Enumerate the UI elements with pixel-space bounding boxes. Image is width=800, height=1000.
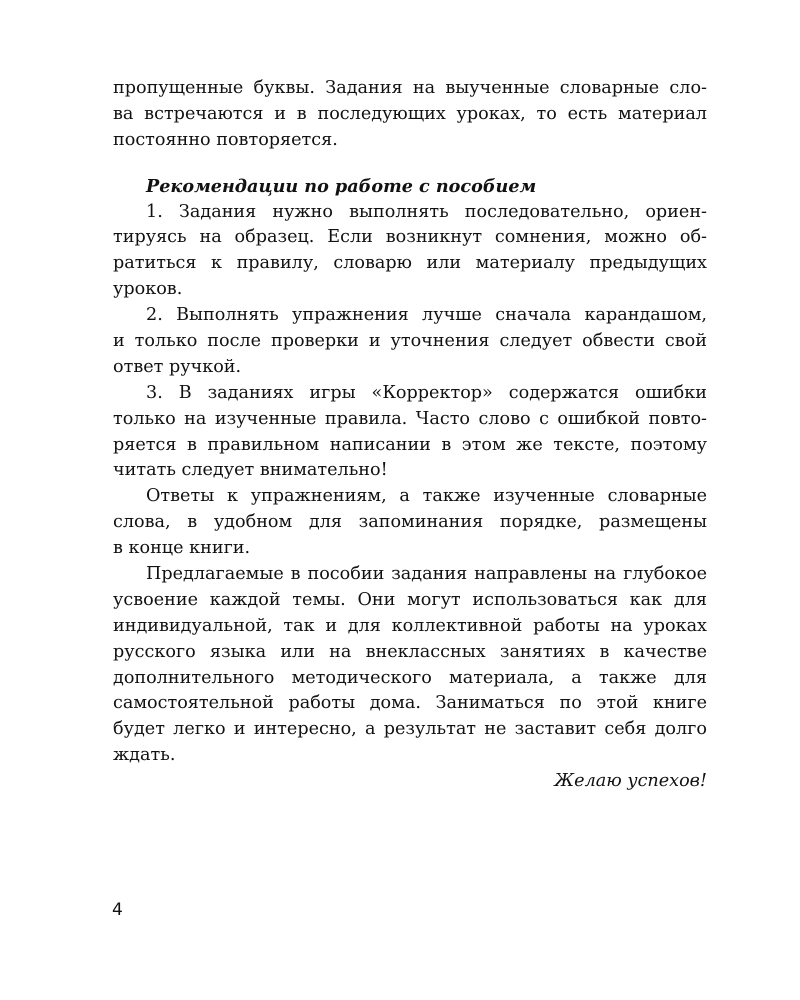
text-line: русского языка или на внеклассных занятиях в качестве	[113, 641, 707, 662]
text-line: постоянно повторяется.	[113, 129, 338, 150]
text-line: 3. В заданиях игры «Корректор» содержатся ошибки	[146, 382, 707, 403]
text-line: Предлагаемые в пособии задания направлены на глубокое	[146, 564, 707, 585]
text-line: только на изученные правила. Часто слово с ошибкой повто-	[113, 408, 707, 429]
text-line: слова, в удобном для запоминания порядке, размещены	[113, 512, 707, 533]
text-line: дополнительного методического материала, а также для	[113, 667, 707, 688]
text-line: 1. Задания нужно выполнять последовательно, ориен-	[146, 201, 707, 222]
text-line: ва встречаются и в последующих уроках, то есть материал	[113, 103, 707, 124]
paragraph-purpose	[113, 562, 707, 769]
text-line: ряется в правильном написании в этом же тексте, поэтому	[113, 434, 707, 455]
paragraph-3	[113, 381, 707, 485]
text-line: тируясь на образец. Если возникнут сомнения, можно об-	[113, 227, 707, 248]
section-heading: Рекомендации по работе с пособием	[146, 175, 537, 197]
page-number: 4	[112, 900, 123, 920]
text-line: читать следует внимательно!	[113, 460, 388, 481]
text-line: будет легко и интересно, а результат не заставит себя долго	[113, 719, 707, 740]
text-line: и только после проверки и уточнения следует обвести свой	[113, 331, 707, 352]
paragraph-2	[113, 303, 707, 381]
paragraph-answers	[113, 484, 707, 562]
intro-paragraph	[113, 76, 707, 154]
text-line: индивидуальной, так и для коллективной работы на уроках	[113, 615, 707, 636]
text-line: 2. Выполнять упражнения лучше сначала карандашом,	[146, 305, 707, 326]
paragraph-1	[113, 200, 707, 304]
text-line: самостоятельной работы дома. Заниматься по этой книге	[113, 693, 707, 714]
text-line: ответ ручкой.	[113, 356, 242, 377]
closing-signature: Желаю успехов!	[554, 771, 707, 792]
page-text	[113, 76, 707, 795]
text-line: уроков.	[113, 279, 183, 300]
text-line: в конце книги.	[113, 538, 251, 559]
text-line: ждать.	[113, 745, 176, 766]
text-line: Ответы к упражнениям, а также изученные словарные	[146, 486, 707, 507]
text-line: ратиться к правилу, словарю или материалу предыдущих	[113, 253, 707, 274]
text-line: пропущенные буквы. Задания на выученные словарные сло-	[113, 78, 707, 98]
text-line: усвоение каждой темы. Они могут использоваться как для	[113, 589, 707, 610]
